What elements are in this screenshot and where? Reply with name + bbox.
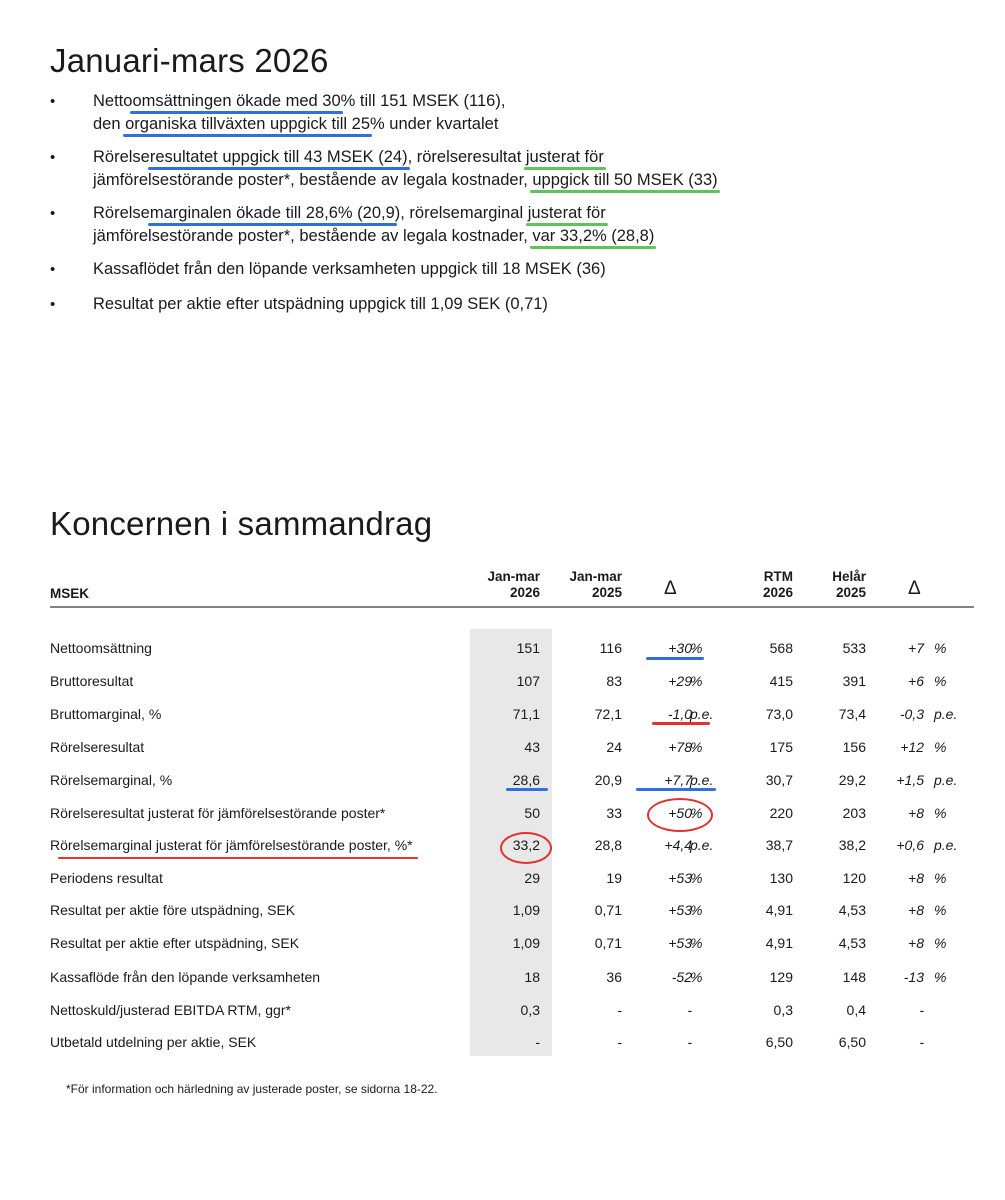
text-segment: Rörelse	[93, 204, 150, 222]
value-delta-quarter: +50	[668, 805, 692, 821]
row-label: Bruttomarginal, %	[50, 706, 162, 722]
unit-delta-year: %	[934, 640, 947, 656]
value-helar-2025: 391	[842, 673, 866, 689]
text-segment: % under kvartalet	[370, 115, 499, 133]
bullet-dot: •	[50, 205, 56, 222]
highlighted-text: organiska tillväxten uppgick till 25	[125, 115, 371, 133]
highlighted-text: marginalen ökade till 28,6% (20,9	[149, 204, 395, 222]
value-rtm-2026: 38,7	[765, 837, 793, 853]
value-jan-mar-2026: 29	[524, 870, 540, 886]
unit-delta-year: %	[934, 805, 947, 821]
row-label: Rörelseresultat justerat för jämförelsestörande poster*	[50, 805, 386, 821]
text-segment: , rörelseresultat	[407, 148, 526, 166]
value-helar-2025: 6,50	[838, 1034, 866, 1050]
row-label: Resultat per aktie före utspädning, SEK	[50, 902, 296, 918]
value-jan-mar-2025: 19	[606, 870, 622, 886]
value-jan-mar-2026: 28,6	[512, 772, 540, 788]
value-helar-2025: 156	[842, 739, 866, 755]
row-label: Utbetald utdelning per aktie, SEK	[50, 1034, 257, 1050]
unit-delta-year: %	[934, 673, 947, 689]
header-msek: MSEK	[50, 586, 90, 601]
row-label: Nettoskuld/justerad EBITDA RTM, ggr*	[50, 1002, 291, 1018]
header-col-rtm-2026	[763, 569, 793, 601]
value-rtm-2026: 0,3	[773, 1002, 793, 1018]
value-jan-mar-2025: -	[617, 1002, 622, 1018]
value-jan-mar-2025: 20,9	[594, 772, 622, 788]
text-segment: Netto	[93, 92, 133, 110]
bullet-dot: •	[50, 93, 56, 110]
header-col-helar-2025	[832, 569, 866, 601]
value-rtm-2026: 30,7	[765, 772, 793, 788]
row-label: Resultat per aktie efter utspädning, SEK	[50, 935, 300, 951]
value-jan-mar-2026: 0,3	[520, 1002, 540, 1018]
value-jan-mar-2025: 0,71	[594, 902, 622, 918]
text-segment: jämförelsestörande poster*, bestående av legala kostnader,	[93, 227, 533, 245]
unit-delta-quarter: %	[690, 805, 703, 821]
value-rtm-2026: 175	[769, 739, 793, 755]
value-jan-mar-2026: 1,09	[512, 935, 540, 951]
value-jan-mar-2026: 107	[516, 673, 540, 689]
header-line: RTM	[763, 569, 793, 584]
header-line: Jan-mar	[487, 569, 540, 584]
value-delta-year: -	[919, 1002, 924, 1018]
section-title-quarter: Januari-mars 2026	[50, 42, 329, 79]
value-delta-quarter: +29	[668, 673, 692, 689]
table-row	[0, 669, 1005, 693]
value-delta-year: +8	[908, 935, 924, 951]
unit-delta-quarter: %	[690, 935, 703, 951]
row-label: Periodens resultat	[50, 870, 163, 886]
highlighted-text: justerat för	[525, 148, 604, 166]
unit-delta-quarter: %	[690, 739, 703, 755]
unit-delta-year: %	[934, 870, 947, 886]
value-rtm-2026: 415	[769, 673, 793, 689]
header-col-delta-year: Δ	[908, 578, 921, 599]
highlighted-text: justerat för	[527, 204, 606, 222]
table-row	[0, 998, 1005, 1022]
annotation-underline-blue	[646, 657, 704, 660]
unit-delta-quarter: %	[690, 969, 703, 985]
bullet-dot: •	[50, 296, 56, 313]
value-helar-2025: 0,4	[846, 1002, 866, 1018]
value-helar-2025: 73,4	[838, 706, 866, 722]
table-row	[0, 801, 1005, 825]
value-delta-quarter: +53	[668, 870, 692, 886]
annotation-circle-red	[500, 832, 552, 864]
value-delta-year: +12	[900, 739, 924, 755]
unit-delta-year: p.e.	[934, 837, 958, 853]
unit-delta-year: %	[934, 935, 947, 951]
value-delta-quarter: -52	[671, 969, 692, 985]
row-label: Bruttoresultat	[50, 673, 134, 689]
value-rtm-2026: 568	[769, 640, 793, 656]
value-delta-quarter: -1,0	[667, 706, 692, 722]
value-jan-mar-2026: 33,2	[512, 837, 540, 853]
value-delta-quarter: +30	[668, 640, 692, 656]
value-helar-2025: 29,2	[838, 772, 866, 788]
value-rtm-2026: 220	[769, 805, 793, 821]
value-delta-year: +8	[908, 805, 924, 821]
header-line: 2026	[509, 585, 540, 600]
highlighted-text: var 33,2% (28,8)	[532, 227, 655, 245]
value-helar-2025: 148	[842, 969, 866, 985]
table-row	[0, 965, 1005, 989]
value-rtm-2026: 6,50	[765, 1034, 793, 1050]
value-delta-year: +6	[908, 673, 924, 689]
table-row	[0, 702, 1005, 726]
header-divider	[50, 606, 974, 608]
header-col-jan-mar-2026	[487, 569, 540, 601]
value-jan-mar-2026: 50	[524, 805, 540, 821]
header-line: 2025	[591, 585, 622, 600]
value-delta-quarter: -	[687, 1034, 692, 1050]
table-row	[0, 931, 1005, 955]
value-delta-year: -13	[903, 969, 924, 985]
annotation-underline-red	[58, 857, 418, 859]
value-delta-quarter: +53	[668, 935, 692, 951]
annotation-underline-red	[652, 722, 710, 725]
value-jan-mar-2026: 71,1	[512, 706, 540, 722]
highlighted-text: omsättningen ökade med 30	[132, 92, 341, 110]
text-segment: % till 151 MSEK (116),	[340, 92, 506, 110]
header-line: 2025	[835, 585, 866, 600]
header-col-jan-mar-2025	[569, 569, 622, 601]
value-jan-mar-2026: 1,09	[512, 902, 540, 918]
value-jan-mar-2026: 151	[516, 640, 540, 656]
row-label: Rörelsemarginal justerat för jämförelsestörande poster, %*	[50, 837, 413, 853]
header-line: 2026	[762, 585, 793, 600]
value-jan-mar-2025: 28,8	[594, 837, 622, 853]
text-segment: Resultat per aktie efter utspädning uppgick till 1,09 SEK (0,71)	[93, 295, 548, 313]
row-label: Kassaflöde från den löpande verksamheten	[50, 969, 321, 985]
highlighted-text: uppgick till 50 MSEK (33)	[532, 171, 718, 189]
annotation-underline-blue	[506, 788, 548, 791]
value-jan-mar-2025: 83	[606, 673, 622, 689]
table-row	[0, 735, 1005, 759]
unit-delta-quarter: %	[690, 673, 703, 689]
value-jan-mar-2025: 116	[599, 640, 622, 656]
header-col-delta-quarter: Δ	[664, 578, 677, 599]
unit-delta-quarter: p.e.	[690, 772, 714, 788]
unit-delta-year: p.e.	[934, 772, 958, 788]
value-jan-mar-2026: -	[535, 1034, 540, 1050]
unit-delta-quarter: %	[690, 640, 703, 656]
highlighted-text: resultatet uppgick till 43 MSEK (24)	[149, 148, 408, 166]
row-label: Rörelsemarginal, %	[50, 772, 173, 788]
value-jan-mar-2025: 24	[606, 739, 622, 755]
footnote: *För information och härledning av justerade poster, se sidorna 18-22.	[66, 1082, 438, 1096]
text-segment: Rörelse	[93, 148, 150, 166]
table-row	[0, 636, 1005, 660]
section-title-summary: Koncernen i sammandrag	[50, 505, 433, 542]
unit-delta-quarter: %	[690, 902, 703, 918]
value-delta-quarter: +7,7	[664, 772, 692, 788]
value-helar-2025: 533	[842, 640, 866, 656]
value-helar-2025: 120	[842, 870, 866, 886]
value-jan-mar-2025: 36	[606, 969, 622, 985]
value-jan-mar-2025: -	[617, 1034, 622, 1050]
annotation-underline-blue	[636, 788, 716, 791]
value-jan-mar-2026: 43	[524, 739, 540, 755]
header-line: Helår	[832, 569, 866, 584]
value-helar-2025: 38,2	[838, 837, 866, 853]
value-jan-mar-2026: 18	[524, 969, 540, 985]
value-delta-quarter: -	[687, 1002, 692, 1018]
value-delta-year: +7	[908, 640, 924, 656]
value-helar-2025: 4,53	[838, 935, 866, 951]
unit-delta-quarter: %	[690, 870, 703, 886]
row-label: Rörelseresultat	[50, 739, 145, 755]
value-rtm-2026: 4,91	[765, 935, 793, 951]
value-delta-quarter: +53	[668, 902, 692, 918]
text-segment: jämförelsestörande poster*, bestående av legala kostnader,	[93, 171, 533, 189]
value-rtm-2026: 130	[769, 870, 793, 886]
unit-delta-quarter: p.e.	[690, 706, 714, 722]
value-delta-year: +1,5	[896, 772, 924, 788]
value-delta-year: +8	[908, 902, 924, 918]
value-helar-2025: 203	[842, 805, 866, 821]
value-rtm-2026: 4,91	[765, 902, 793, 918]
table-row	[0, 866, 1005, 890]
value-delta-year: +0,6	[896, 837, 924, 853]
unit-delta-year: %	[934, 902, 947, 918]
bullet-dot: •	[50, 149, 56, 166]
unit-delta-quarter: p.e.	[690, 837, 714, 853]
header-line: Jan-mar	[569, 569, 622, 584]
value-delta-quarter: +4,4	[664, 837, 692, 853]
row-label: Nettoomsättning	[50, 640, 152, 656]
value-delta-year: -	[919, 1034, 924, 1050]
value-helar-2025: 4,53	[838, 902, 866, 918]
text-segment: Kassaflödet från den löpande verksamheten uppgick till 18 MSEK (36)	[93, 260, 606, 278]
unit-delta-year: p.e.	[934, 706, 958, 722]
value-jan-mar-2025: 33	[606, 805, 622, 821]
value-delta-quarter: +78	[668, 739, 692, 755]
value-rtm-2026: 73,0	[765, 706, 793, 722]
value-delta-year: -0,3	[899, 706, 924, 722]
table-row	[0, 768, 1005, 792]
table-row	[0, 1030, 1005, 1054]
value-jan-mar-2025: 72,1	[594, 706, 622, 722]
unit-delta-year: %	[934, 969, 947, 985]
annotation-circle-red	[647, 798, 713, 832]
table-row	[0, 898, 1005, 922]
value-rtm-2026: 129	[769, 969, 793, 985]
value-delta-year: +8	[908, 870, 924, 886]
text-segment: den	[93, 115, 126, 133]
value-jan-mar-2025: 0,71	[594, 935, 622, 951]
text-segment: ), rörelsemarginal	[394, 204, 528, 222]
unit-delta-year: %	[934, 739, 947, 755]
bullet-dot: •	[50, 261, 56, 278]
